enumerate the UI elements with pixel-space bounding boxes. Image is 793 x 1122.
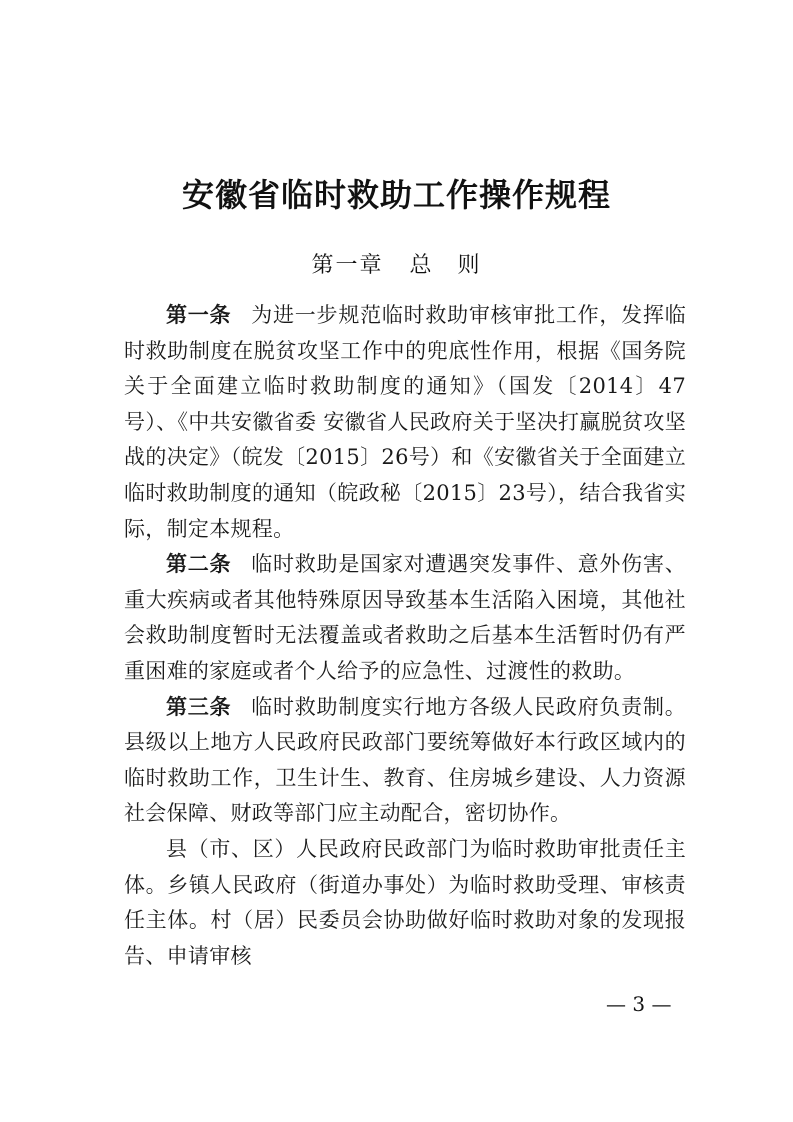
article-text: 临时救助是国家对遭遇突发事件、意外伤害、重大疾病或者其他特殊原因导致基本生活陷入困境，其他社会救助制度暂时无法覆盖或者救助之后基本生活暂时仍有严重困难的家庭或者个人给予的应急性、过渡性的救助。 xyxy=(124,552,686,683)
article-2 xyxy=(124,547,686,689)
article-3-continuation xyxy=(124,832,686,974)
document-body xyxy=(124,298,686,974)
article-text: 为进一步规范临时救助审核审批工作，发挥临时救助制度在脱贫攻坚工作中的兜底性作用，根据《国务院关于全面建立临时救助制度的通知》（国发〔2014〕47号）、《中共安徽省委 安徽省人民政府关于坚决打赢脱贫攻坚战的决定》（皖发〔2015〕26号）和《安徽省关于全面建立临时救助制度的通知（皖政秘〔2015〕23号），结合我省实际，制定本规程。 xyxy=(124,303,686,541)
document-title: 安徽省临时救助工作操作规程 xyxy=(181,176,611,214)
chapter-name: 总 则 xyxy=(409,253,482,278)
article-label: 第二条 xyxy=(166,552,232,577)
article-text: 临时救助制度实行地方各级人民政府负责制。县级以上地方人民政府民政部门要统筹做好本行政区域内的临时救助工作，卫生计生、教育、住房城乡建设、人力资源社会保障、财政等部门应主动配合，密切协作。 xyxy=(124,694,686,826)
chapter-number: 第一章 xyxy=(311,253,384,278)
chapter-heading xyxy=(0,248,793,279)
paragraph-text: 县（市、区）人民政府民政部门为临时救助审批责任主体。乡镇人民政府（街道办事处）为临时救助受理、审核责任主体。村（居）民委员会协助做好临时救助对象的发现报告、申请审核 xyxy=(124,836,686,968)
article-3 xyxy=(124,690,686,832)
page-number: — 3 — xyxy=(606,992,672,1016)
article-label: 第三条 xyxy=(166,694,232,719)
article-1 xyxy=(124,298,686,547)
article-label: 第一条 xyxy=(166,303,232,327)
